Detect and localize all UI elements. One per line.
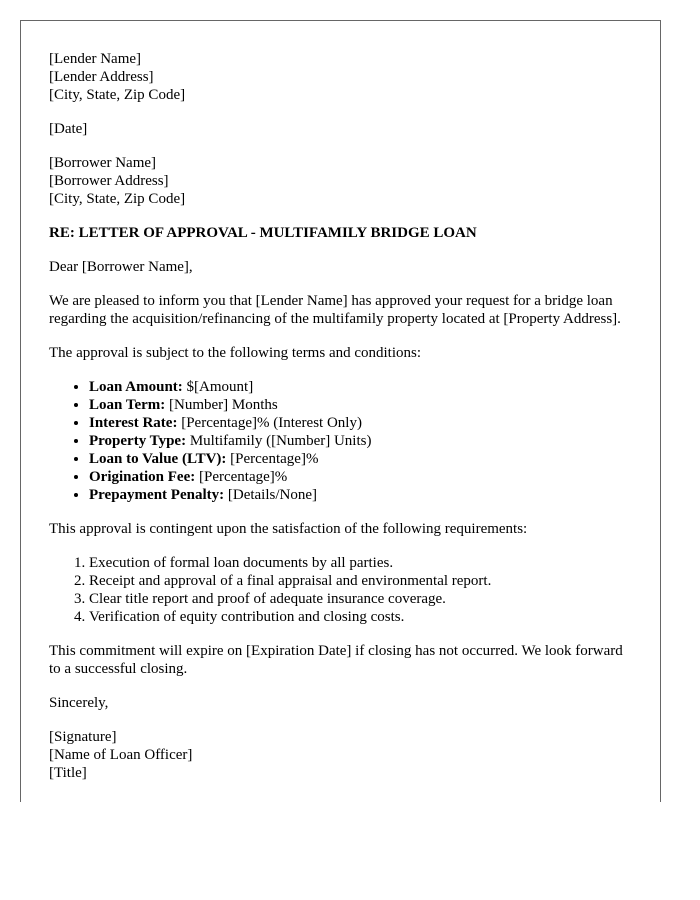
term-label: Origination Fee: [89, 469, 196, 485]
terms-intro: The approval is subject to the following terms and conditions: [49, 345, 422, 361]
term-label: Interest Rate: [89, 415, 178, 431]
requirements-intro: This approval is contingent upon the satisfaction of the following requirements: [49, 521, 528, 537]
borrower-address: [Borrower Address] [49, 173, 169, 189]
signature: [Signature] [49, 729, 117, 745]
term-value: [Percentage]% [195, 469, 288, 485]
signature-block [49, 728, 632, 782]
term-item [89, 468, 632, 486]
salutation: Dear [Borrower Name], [49, 259, 193, 275]
lender-address-block [49, 50, 632, 104]
term-label: Prepayment Penalty: [89, 487, 225, 503]
requirement-item: 4. Verification of equity contribution and closing costs. [89, 608, 632, 626]
term-value: [Percentage]% (Interest Only) [177, 415, 362, 431]
requirements-list [49, 554, 632, 626]
term-item [89, 450, 632, 468]
term-value: [Details/None] [224, 487, 318, 503]
date-block [49, 120, 632, 138]
borrower-city-state-zip: [City, State, Zip Code] [49, 191, 186, 207]
term-item [89, 432, 632, 450]
term-value: [Number] Months [165, 397, 278, 413]
closing-paragraph: This commitment will expire on [Expiration Date] if closing has not occurred. We look forward to a successful closing. [49, 643, 623, 677]
subject-line: RE: LETTER OF APPROVAL - MULTIFAMILY BRIDGE LOAN [49, 225, 477, 241]
terms-list [49, 378, 632, 504]
requirement-item: 2. Receipt and approval of a final appraisal and environmental report. [89, 572, 632, 590]
lender-address: [Lender Address] [49, 69, 154, 85]
term-item [89, 396, 632, 414]
borrower-address-block [49, 154, 632, 208]
approval-letter [20, 20, 661, 802]
sign-off: Sincerely, [49, 695, 109, 711]
term-label: Loan Amount: [89, 379, 183, 395]
term-label: Loan Term: [89, 397, 166, 413]
intro-paragraph: We are pleased to inform you that [Lender Name] has approved your request for a bridge loan regarding the acquisition/refinancing of the multifamily property located at [Property Address]. [49, 293, 621, 327]
term-label: Property Type: [89, 433, 187, 449]
term-item [89, 486, 632, 504]
lender-name: [Lender Name] [49, 51, 142, 67]
loan-officer-title: [Title] [49, 765, 87, 781]
loan-officer-name: [Name of Loan Officer] [49, 747, 193, 763]
term-item [89, 378, 632, 396]
term-value: [Percentage]% [226, 451, 319, 467]
term-value: $[Amount] [182, 379, 254, 395]
lender-city-state-zip: [City, State, Zip Code] [49, 87, 186, 103]
letter-date: [Date] [49, 121, 88, 137]
term-item [89, 414, 632, 432]
borrower-name: [Borrower Name] [49, 155, 157, 171]
requirement-item: 1. Execution of formal loan documents by all parties. [89, 554, 632, 572]
term-label: Loan to Value (LTV): [89, 451, 227, 467]
requirement-item: 3. Clear title report and proof of adequate insurance coverage. [89, 590, 632, 608]
term-value: Multifamily ([Number] Units) [186, 433, 372, 449]
